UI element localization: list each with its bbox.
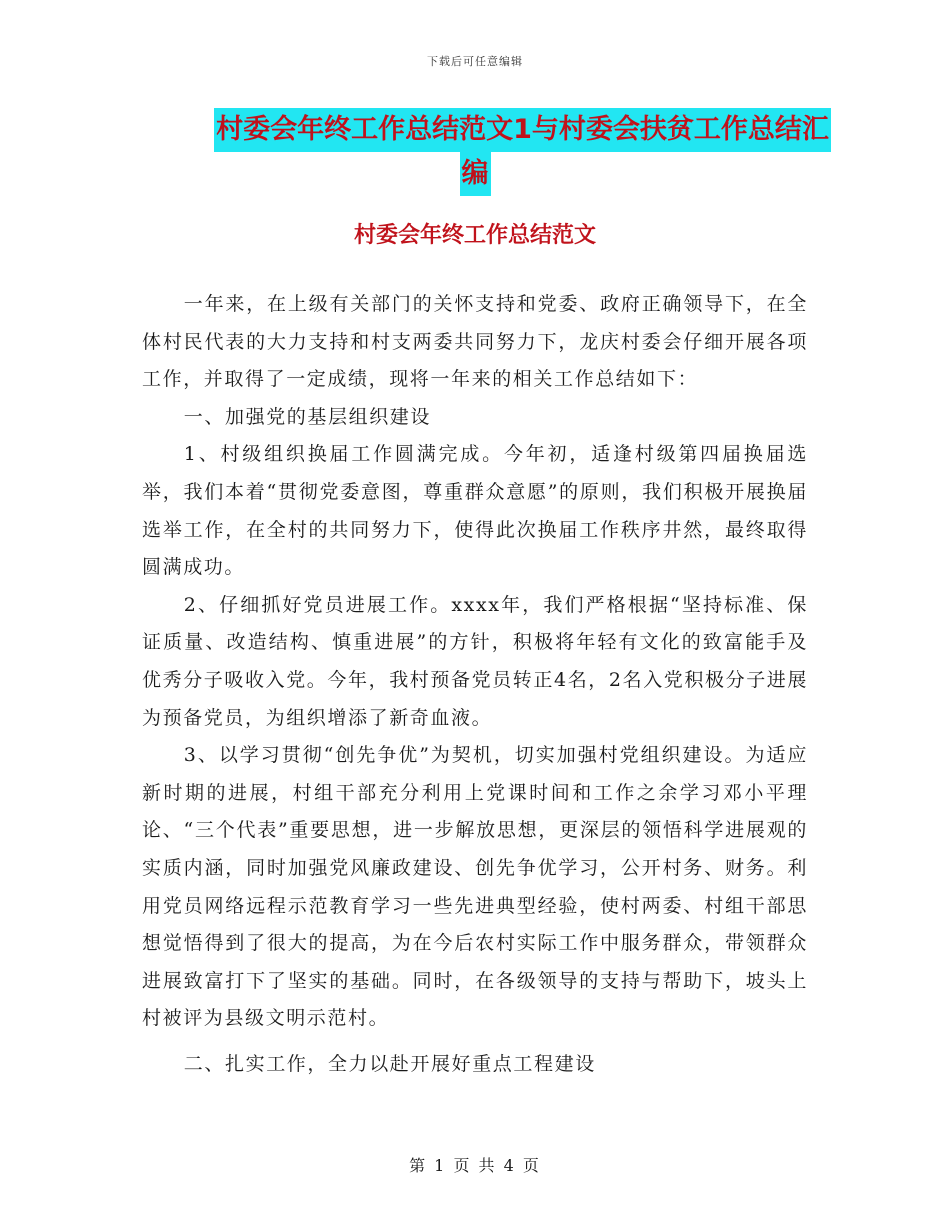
section-heading-2: 二、扎实工作，全力以赴开展好重点工程建设 (183, 1052, 596, 1075)
paragraph-item-3: 3、以学习贯彻“创先争优”为契机，切实加强村党组织建设。为适应新时期的进展，村组干部充分利用上党课时间和工作之余学习邓小平理论、“三个代表”重要思想，进一步解放思想，更深层的领悟科学进展观的实质内涵，同时加强党风廉政建设、创先争优学习，公开村务、财务。利用党员网络远程示范教育学习一些先进典型经验，使村两委、村组干部思想觉悟得到了很大的提高，为在今后农村实际工作中服务群众，带领群众进展致富打下了坚实的基础。同时，在各级领导的支持与帮助下，坡头上村被评为县级文明示范村。 (142, 744, 808, 1030)
document-body (142, 286, 808, 1083)
paragraph-item-2: 2、仔细抓好党员进展工作。xxxx年，我们严格根据“坚持标准、保证质量、改造结构、慎重进展”的方针，积极将年轻有文化的致富能手及优秀分子吸收入党。今年，我村预备党员转正4名，2名入党积极分子进展为预备党员，为组织增添了新奇血液。 (142, 593, 808, 729)
title-line-2: 编 (460, 152, 491, 196)
title-line-1: 村委会年终工作总结范文1与村委会扶贫工作总结汇 (214, 108, 831, 152)
header-note: 下载后可任意编辑 (427, 55, 523, 68)
document-title (0, 108, 950, 196)
paragraph-intro: 一年来，在上级有关部门的关怀支持和党委、政府正确领导下，在全体村民代表的大力支持和村支两委共同努力下，龙庆村委会仔细开展各项工作，并取得了一定成绩，现将一年来的相关工作总结如下： (142, 293, 808, 391)
page-footer: 第 1 页 共 4 页 (409, 1156, 541, 1175)
section-title: 村委会年终工作总结范文 (353, 223, 596, 248)
section-heading-1: 一、加强党的基层组织建设 (183, 405, 431, 428)
paragraph-item-1: 1、村级组织换届工作圆满完成。今年初，适逢村级第四届换届选举，我们本着“贯彻党委意图，尊重群众意愿”的原则，我们积极开展换届选举工作，在全村的共同努力下，使得此次换届工作秩序井然，最终取得圆满成功。 (142, 443, 808, 579)
